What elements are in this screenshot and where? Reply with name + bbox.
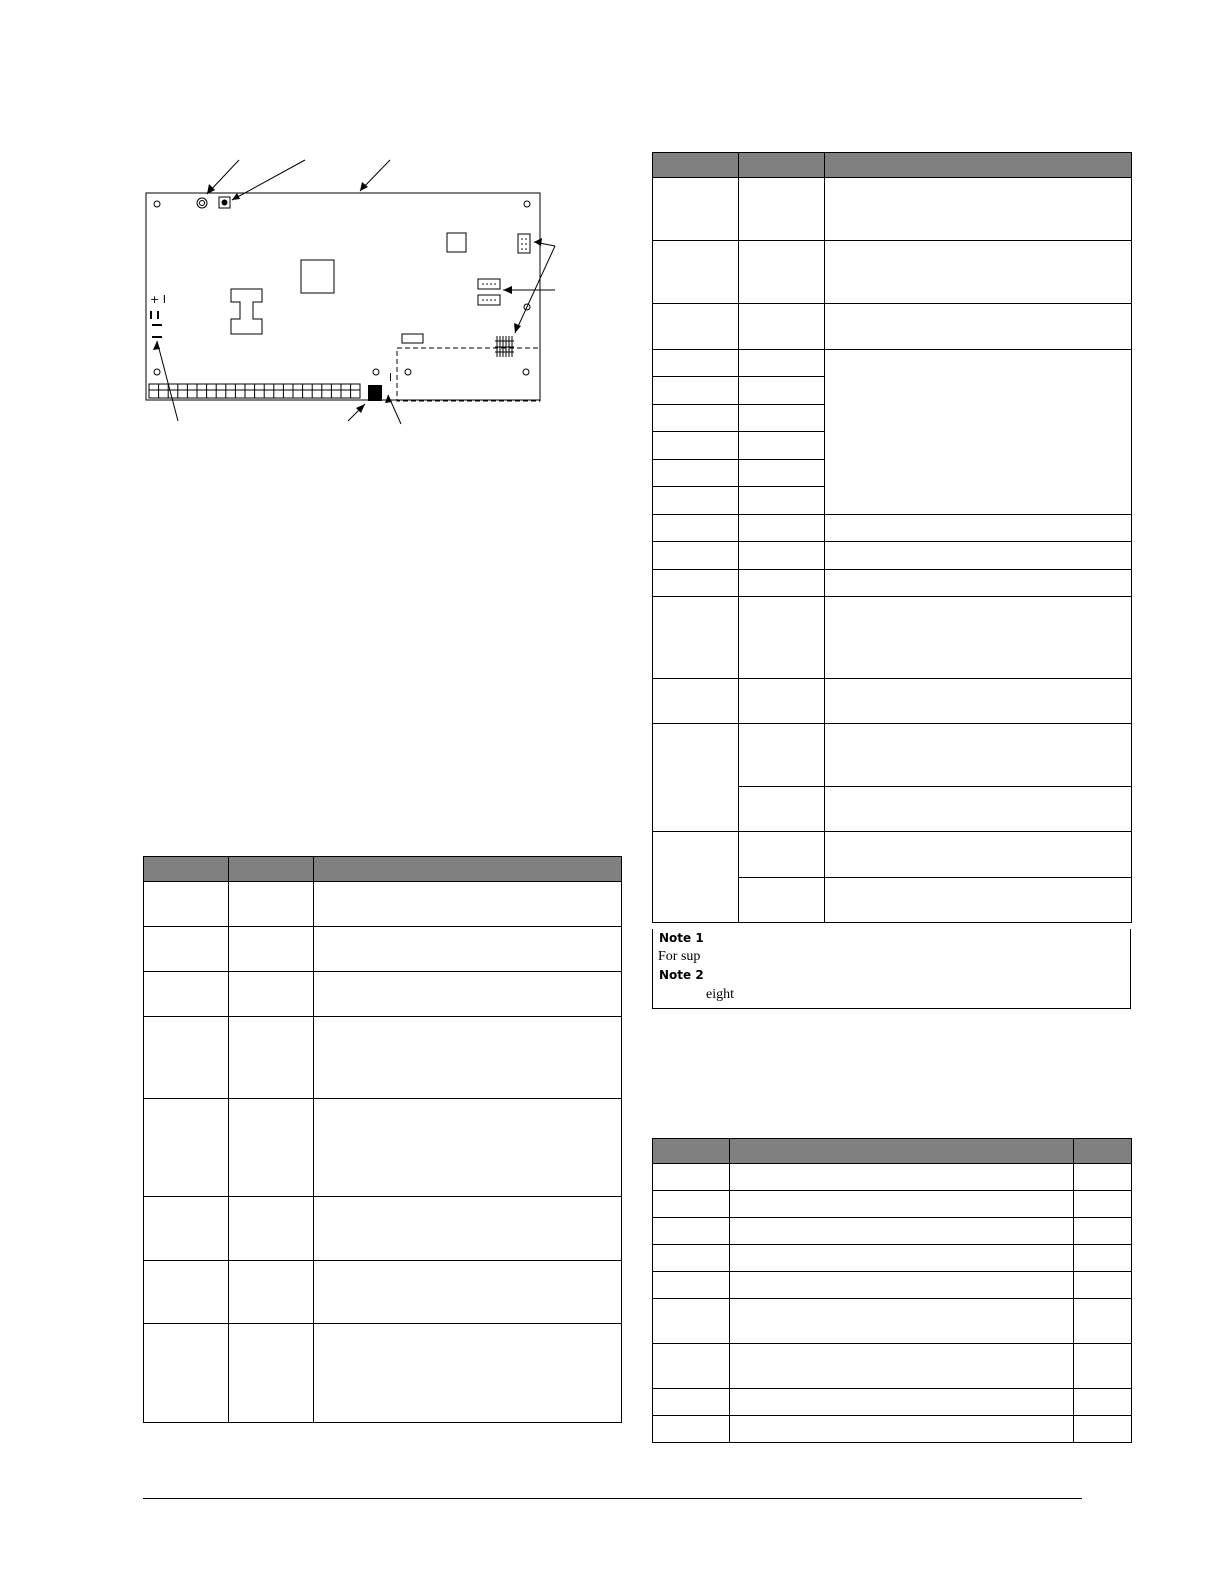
board-outline [146,193,540,400]
terminal-strip [149,384,360,398]
footer-rule [143,1498,1082,1499]
power-connector [368,385,382,401]
mounting-hole [154,369,160,375]
led-indicator [197,198,207,208]
notes-box [652,929,1131,1009]
table-row [653,542,1132,570]
table-row [653,350,1132,377]
note-1-label: Note 1 [659,931,704,945]
table-row [144,1017,622,1099]
table-row [653,1218,1132,1245]
expansion-module-outline [397,348,540,401]
mounting-hole [154,201,160,207]
table-row [653,1389,1132,1416]
jumper-block [478,279,500,289]
table-row [653,178,1132,241]
table-row [144,1197,622,1261]
i-component [231,289,262,334]
table-row [653,570,1132,597]
table-row [144,972,622,1017]
polarity-label: + I [150,293,166,306]
mounting-hole [523,369,529,375]
table-row [144,1324,622,1423]
header-connector [518,234,530,253]
mounting-hole [373,369,379,375]
table-row [653,1245,1132,1272]
main-chip [301,260,334,293]
left-table [143,856,622,1423]
table-row [653,832,1132,878]
note-1-text: For sup [658,949,701,964]
table-row [653,241,1132,304]
right-bottom-table [652,1138,1132,1443]
jumper-block [478,295,500,305]
table-row [653,1164,1132,1191]
table-row [144,1099,622,1197]
table-row [144,882,622,927]
table-row [653,304,1132,350]
table-header [653,1139,1132,1164]
mounting-hole [524,201,530,207]
table-row [653,597,1132,679]
small-chip [447,233,466,252]
table-row [144,927,622,972]
note-2-text: eight [706,987,734,1002]
circuit-board-diagram [140,150,580,440]
table-row [653,515,1132,542]
table-row [653,1344,1132,1389]
note-2-label: Note 2 [659,968,704,982]
mounting-hole [405,369,411,375]
table-row [653,724,1132,787]
table-row [653,679,1132,724]
table-header [653,153,1132,178]
table-row [653,1191,1132,1218]
table-row [653,1299,1132,1344]
right-top-table [652,152,1132,923]
table-row [653,1272,1132,1299]
table-row [653,1416,1132,1443]
table-header [144,857,622,882]
ribbon-connector [495,336,514,357]
table-row [144,1261,622,1324]
